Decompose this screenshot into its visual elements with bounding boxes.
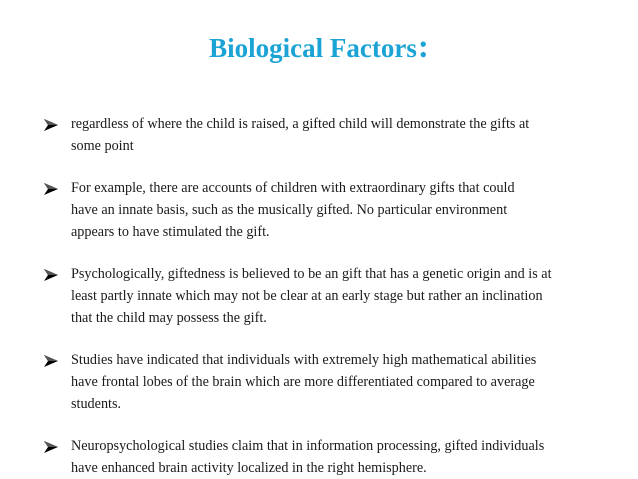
bullet-item [44, 113, 604, 157]
arrow-bullet-icon [44, 269, 58, 281]
slide-title-colon: : [417, 29, 429, 65]
bullet-list [44, 113, 604, 479]
bullet-line: Neuropsychological studies claim that in information processing, gifted individuals [71, 438, 545, 454]
bullet-line: students. [71, 396, 122, 412]
bullet-line: regardless of where the child is raised, a gifted child will demonstrate the gifts at [71, 116, 530, 132]
bullet-line: some point [71, 138, 134, 154]
arrow-bullet-icon [44, 441, 58, 453]
bullet-line: Studies have indicated that individuals with extremely high mathematical abilities [71, 352, 537, 368]
arrow-bullet-icon [44, 355, 58, 367]
bullet-line: that the child may possess the gift. [71, 310, 267, 326]
bullet-item [44, 263, 604, 329]
bullet-line: have an innate basis, such as the musically gifted. No particular environment [71, 202, 508, 218]
bullet-line: have enhanced brain activity localized in the right hemisphere. [71, 460, 427, 476]
bullet-line: Psychologically, giftedness is believed to be an gift that has a genetic origin and is at [71, 266, 552, 282]
slide-title-text: Biological Factors [209, 33, 417, 63]
bullet-line: have frontal lobes of the brain which are more differentiated compared to average [71, 374, 535, 390]
arrow-bullet-icon [44, 119, 58, 131]
bullet-line: For example, there are accounts of children with extraordinary gifts that could [71, 180, 515, 196]
bullet-item [44, 177, 604, 243]
bullet-line: appears to have stimulated the gift. [71, 224, 270, 240]
arrow-bullet-icon [44, 183, 58, 195]
bullet-item [44, 349, 604, 415]
slide-title [0, 30, 638, 65]
bullet-line: least partly innate which may not be clear at an early stage but rather an inclination [71, 288, 543, 304]
bullet-item [44, 435, 604, 479]
